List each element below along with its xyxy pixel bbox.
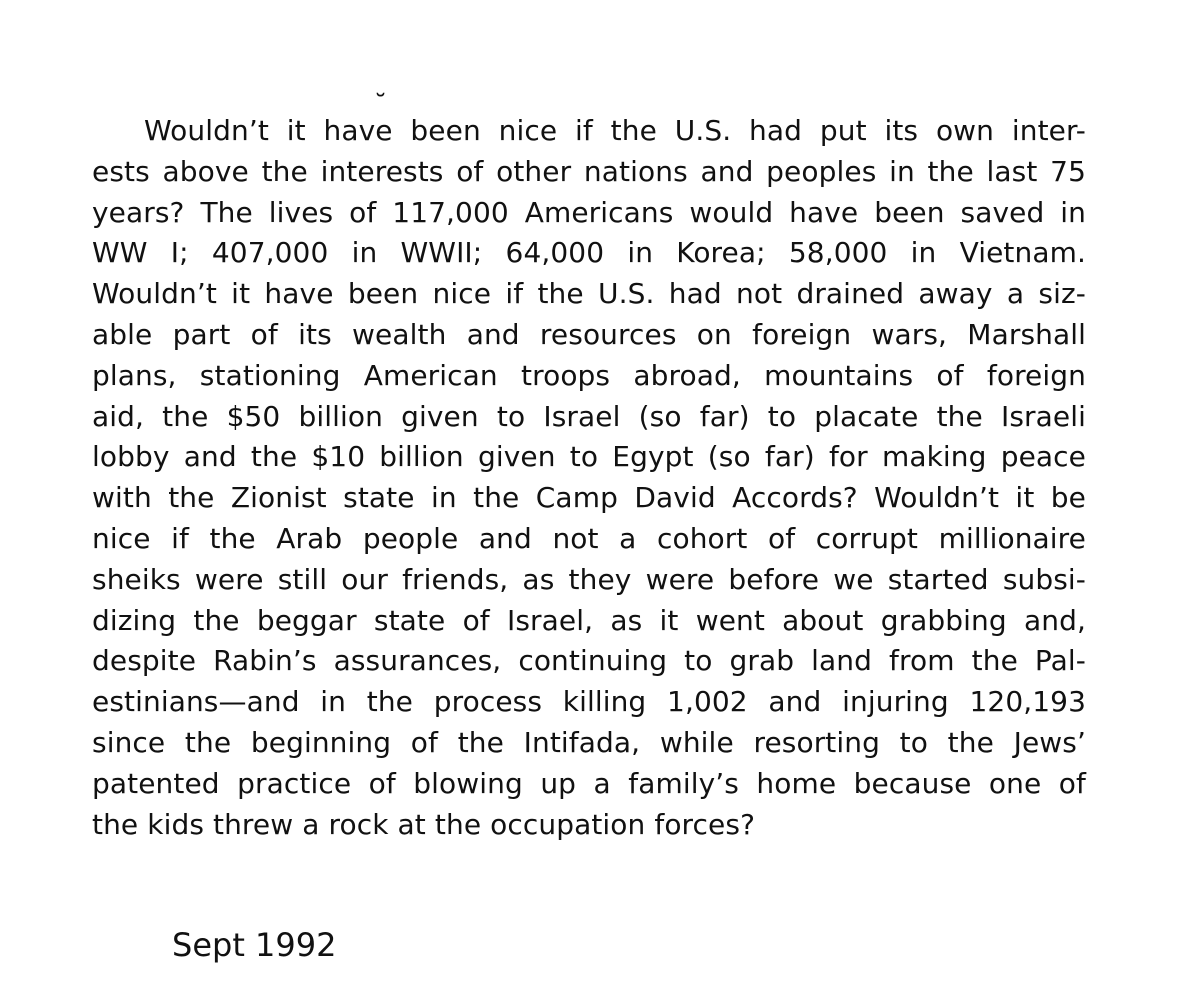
paragraph-line: aid, the $50 billion given to Israel (so far) to placate the Israeli	[92, 399, 1086, 433]
paragraph-line: able part of its wealth and resources on foreign wars, Marshall	[92, 317, 1086, 351]
breve-mark: ˘	[374, 90, 387, 120]
paragraph	[92, 111, 1086, 845]
paragraph-line: dizing the beggar state of Israel, as it went about grabbing and,	[92, 603, 1086, 637]
paragraph-line: patented practice of blowing up a family’s home because one of	[92, 766, 1086, 800]
paragraph-line: WW I; 407,000 in WWII; 64,000 in Korea; 58,000 in Vietnam.	[92, 236, 1086, 270]
paragraph-line: plans, stationing American troops abroad, mountains of foreign	[92, 358, 1086, 392]
paragraph-line: with the Zionist state in the Camp David Accords? Wouldn’t it be	[92, 481, 1086, 515]
paragraph-line: the kids threw a rock at the occupation forces?	[92, 807, 756, 841]
paragraph-line: nice if the Arab people and not a cohort of corrupt millionaire	[92, 521, 1086, 555]
paragraph-line: despite Rabin’s assurances, continuing to grab land from the Pal-	[92, 644, 1086, 678]
paragraph-line: ests above the interests of other nations and peoples in the last 75	[92, 154, 1086, 188]
date-label: Sept 1992	[172, 926, 337, 964]
paragraph-line: estinians—and in the process killing 1,002 and injuring 120,193	[92, 685, 1086, 719]
paragraph-line: sheiks were still our friends, as they were before we started subsi-	[92, 562, 1086, 596]
paragraph-line: Wouldn’t it have been nice if the U.S. had put its own inter-	[144, 114, 1086, 147]
paragraph-line: lobby and the $10 billion given to Egypt (so far) for making peace	[92, 440, 1086, 474]
paragraph-line: Wouldn’t it have been nice if the U.S. had not drained away a siz-	[92, 277, 1086, 311]
paragraph-line: since the beginning of the Intifada, while resorting to the Jews’	[92, 725, 1086, 759]
paragraph-line: years? The lives of 117,000 Americans would have been saved in	[92, 195, 1086, 229]
